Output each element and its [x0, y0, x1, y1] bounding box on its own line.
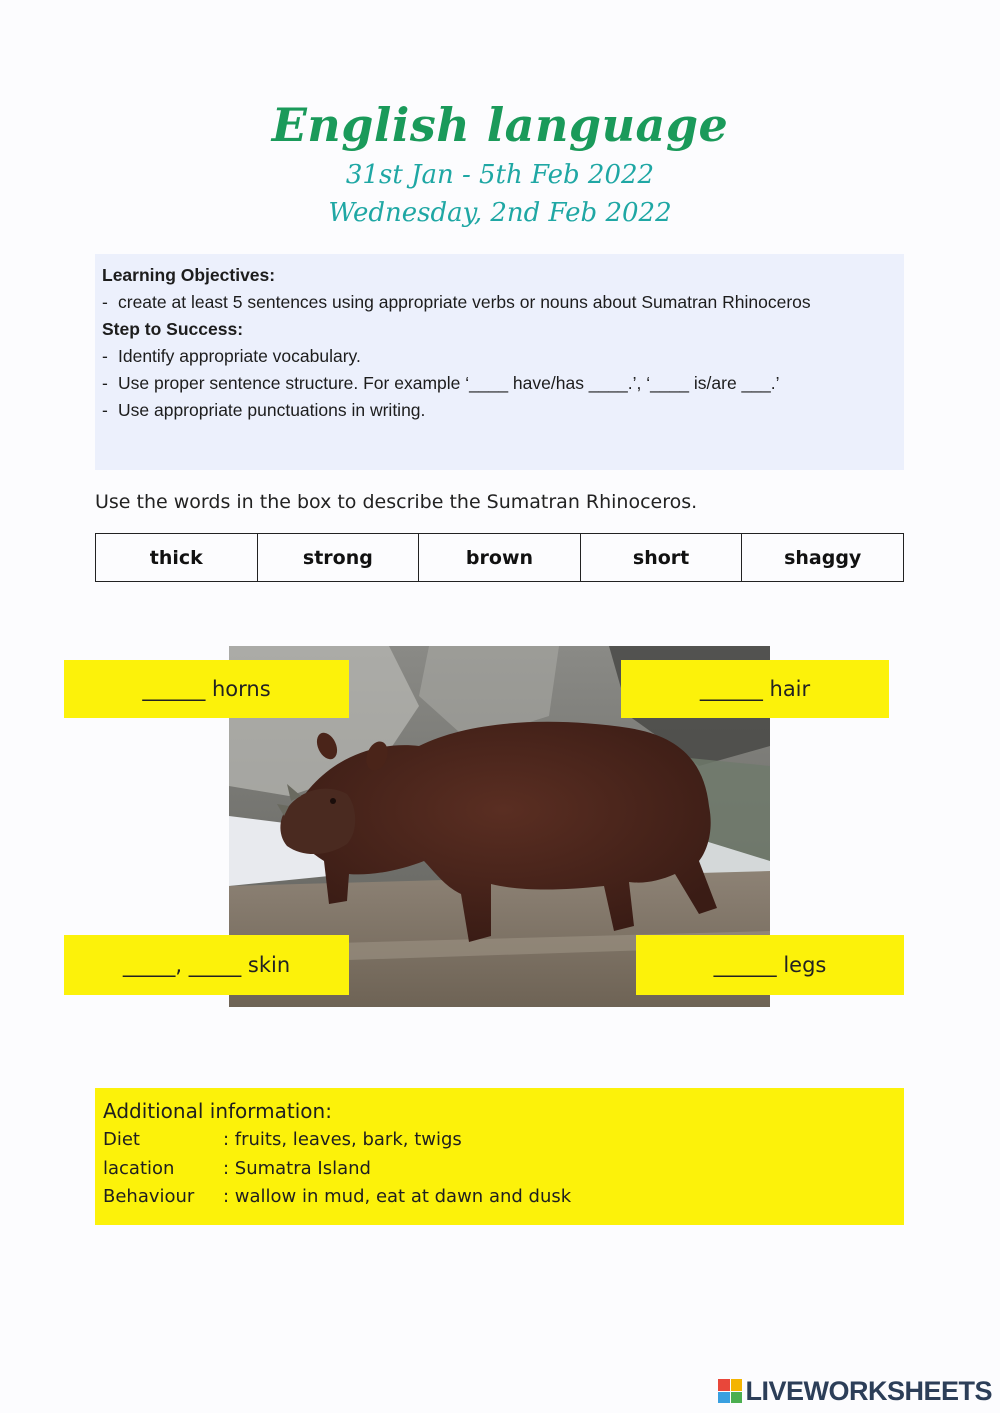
label-horns: ______ horns: [64, 660, 349, 718]
word-shaggy: shaggy: [742, 534, 904, 582]
info-row-behaviour: [103, 1183, 896, 1212]
learning-objectives-box: [95, 254, 904, 470]
word-thick: thick: [96, 534, 258, 582]
week-range: 31st Jan - 5th Feb 2022: [345, 160, 655, 190]
info-key: lacation: [103, 1157, 175, 1179]
info-value: : fruits, leaves, bark, twigs: [223, 1129, 462, 1150]
info-value: : Sumatra Island: [223, 1157, 371, 1179]
info-row-diet: [103, 1126, 896, 1155]
label-hair: ______ hair: [621, 660, 889, 718]
word-brown: brown: [419, 534, 581, 582]
liveworksheets-brand: [718, 1376, 992, 1406]
success-item: - Identify appropriate vocabulary.: [102, 346, 361, 366]
info-key: Behaviour: [103, 1186, 195, 1207]
additional-heading: Additional information:: [103, 1099, 332, 1123]
success-item: - Use proper sentence structure. For example ‘____ have/has ____.’, ‘____ is/are ___.’: [102, 373, 780, 393]
liveworksheets-logo-icon: [718, 1379, 742, 1403]
lesson-date: Wednesday, 2nd Feb 2022: [328, 198, 672, 228]
additional-information-box: [95, 1088, 904, 1225]
word-box: [95, 533, 904, 582]
brand-text: LIVEWORKSHEETS: [745, 1375, 992, 1406]
word-short: short: [580, 534, 742, 582]
objectives-heading: Learning Objectives:: [102, 265, 276, 285]
word-strong: strong: [257, 534, 419, 582]
label-legs: ______ legs: [636, 935, 904, 995]
info-key: Diet: [103, 1129, 140, 1150]
success-item: - Use appropriate punctuations in writing.: [102, 400, 426, 420]
page-title: English language: [271, 98, 729, 152]
objective-item: - create at least 5 sentences using appropriate verbs or nouns about Sumatran Rhinoceros: [102, 292, 811, 312]
info-value: : wallow in mud, eat at dawn and dusk: [223, 1186, 572, 1207]
success-heading: Step to Success:: [102, 319, 244, 339]
info-row-location: [103, 1155, 896, 1184]
instruction-text: Use the words in the box to describe the Sumatran Rhinoceros.: [95, 491, 698, 513]
label-skin: _____, _____ skin: [64, 935, 349, 995]
